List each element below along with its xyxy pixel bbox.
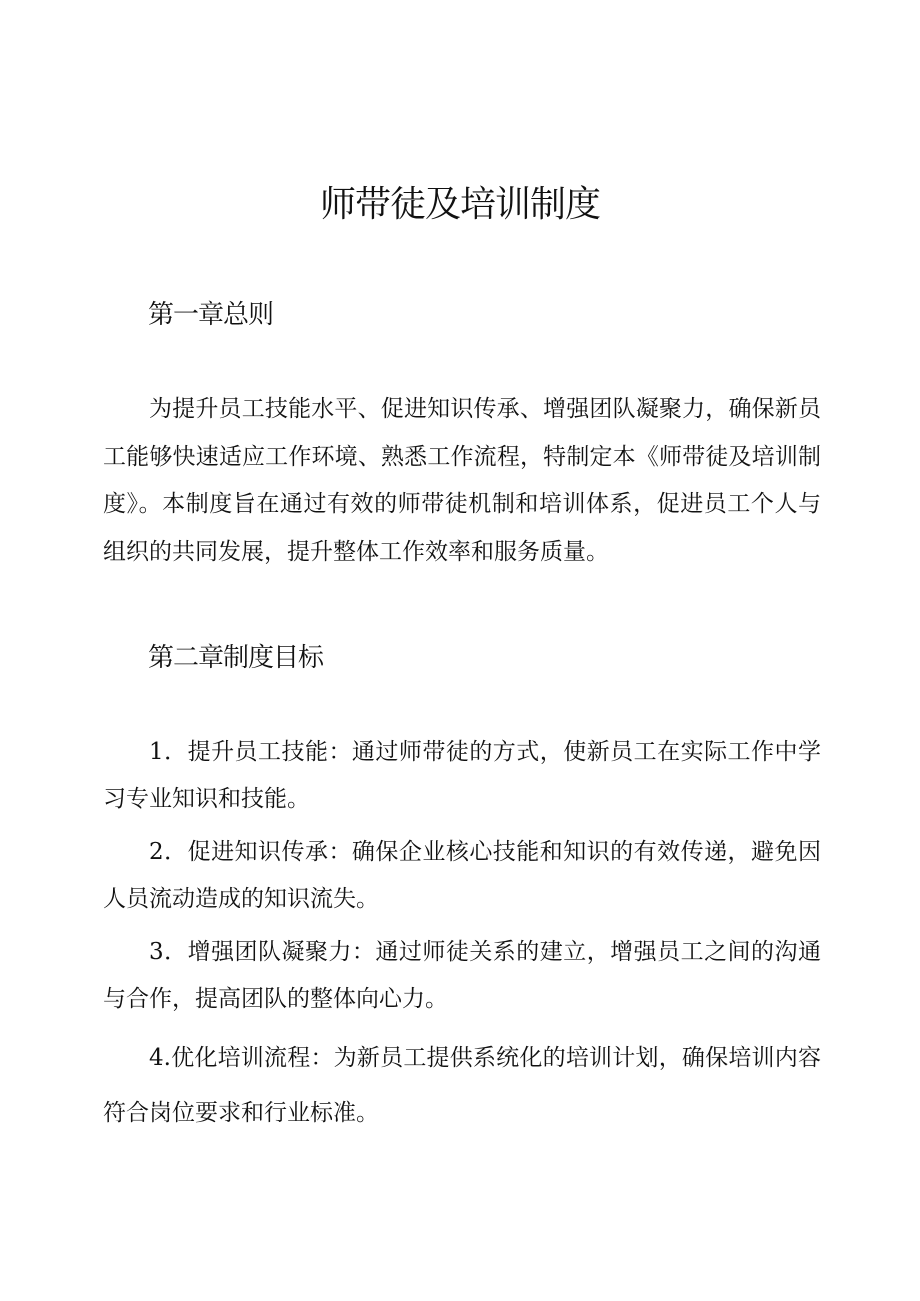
chapter-2-heading: 第二章制度目标 xyxy=(148,643,324,673)
goal-item-4: 4.优化培训流程：为新员工提供系统化的培训计划，确保培训内容符合岗位要求和行业标准。 xyxy=(103,1045,821,1126)
goal-item-2: 2．促进知识传承：确保企业核心技能和知识的有效传递，避免因人员流动造成的知识流失。 xyxy=(103,839,821,912)
goal-item-3: 3．增强团队凝聚力：通过师徒关系的建立，增强员工之间的沟通与合作，提高团队的整体向心力。 xyxy=(103,939,821,1012)
goal-item-1: 1．提升员工技能：通过师带徒的方式，使新员工在实际工作中学习专业知识和技能。 xyxy=(103,739,821,812)
document-title: 师带徒及培训制度 xyxy=(319,184,600,225)
chapter-1-paragraph: 为提升员工技能水平、促进知识传承、增强团队凝聚力，确保新员工能够快速适应工作环境、熟悉工作流程，特制定本《师带徒及培训制度》。本制度旨在通过有效的师带徒机制和培训体系，促进员工个人与组织的共同发展，提升整体工作效率和服务质量。 xyxy=(103,396,821,565)
chapter-1-heading: 第一章总则 xyxy=(148,300,274,330)
